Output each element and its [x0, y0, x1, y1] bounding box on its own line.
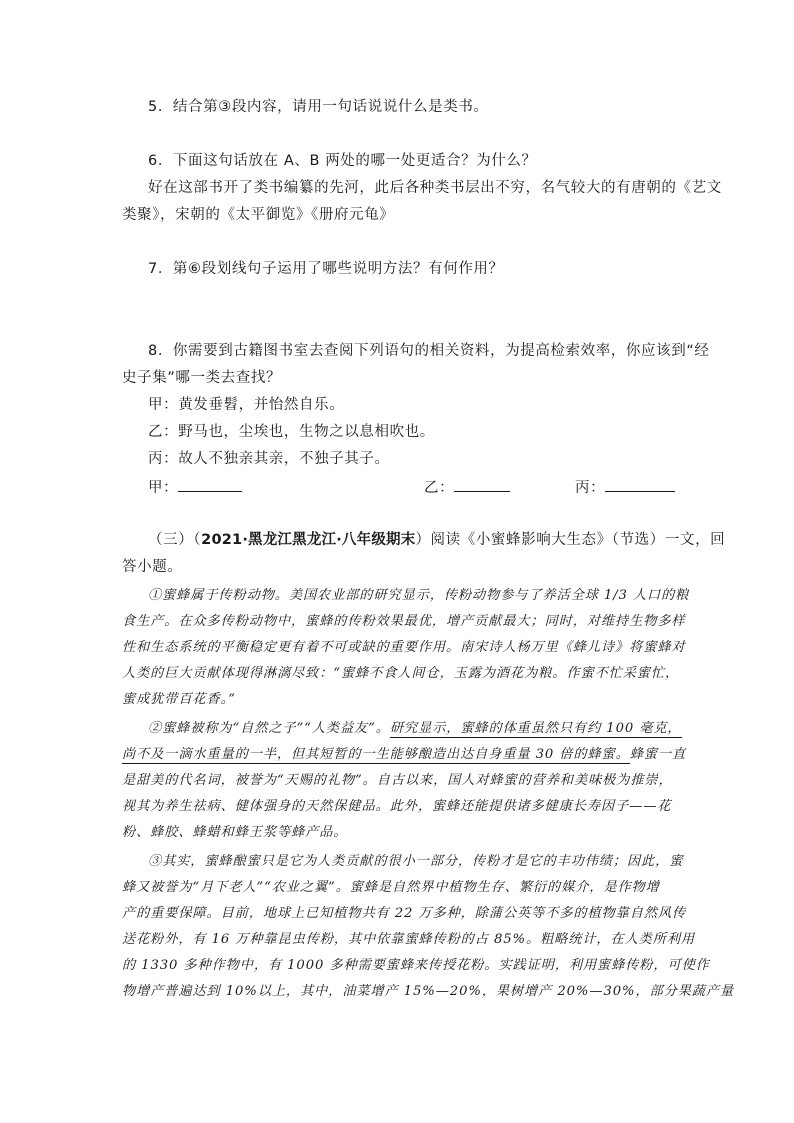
question-8-item-yi: 乙：野马也，尘埃也，生物之以息相吹也。	[148, 424, 435, 440]
passage-p2-plain: 蜂蜜一直	[629, 747, 687, 762]
passage-p2-plain: ②蜜蜂被称为“自然之子”“人类益友”。	[148, 721, 390, 736]
section3-intro-line1	[148, 530, 725, 550]
underlined-sentence: 尚不及一滴水重量的一半，但其短暂的一生能够酿造出达自身重量 30 倍的蜂蜜。	[122, 747, 630, 762]
answer-jia-row	[148, 477, 242, 498]
question-5: 5．结合第③段内容，请用一句话说说什么是类书。	[148, 99, 489, 115]
question-6-quote-line1: 好在这部书开了类书编纂的先河，此后各种类书层出不穷，名气较大的有唐朝的《艺文	[148, 180, 722, 196]
passage-p3-line: 物增产普遍达到 10%以上，其中，油菜增产 15%—20%，果树增产 20%—30%，部分果蔬产量	[122, 984, 735, 999]
passage-p2-line: 粉、蜂胶、蜂蜡和蜂王浆等蜂产品。	[122, 825, 348, 840]
passage-p3-line: 的 1330 多种作物中，有 1000 多种需要蜜蜂来传授花粉。实践证明，利用蜜蜂传粉，可使作	[122, 958, 710, 973]
passage-p3-line: 送花粉外，有 16 万种靠昆虫传粉，其中依靠蜜蜂传粉的占 85%。粗略统计，在人类所利用	[122, 932, 696, 947]
answer-bing-row	[575, 477, 675, 498]
answer-yi-blank[interactable]	[454, 477, 510, 492]
underlined-sentence: 研究显示，蜜蜂的体重虽然只有约 100 毫克，	[389, 721, 682, 736]
question-6-prompt: 6．下面这句话放在 A、B 两处的哪一处更适合？为什么？	[148, 153, 537, 169]
answer-jia-blank[interactable]	[178, 477, 242, 492]
question-8-item-jia: 甲：黄发垂髫，并怡然自乐。	[148, 397, 345, 413]
question-8-prompt-line2: 史子集”哪一类去查找？	[122, 370, 282, 386]
passage-p1-line: 蜜成犹带百花香。”	[122, 692, 236, 707]
answer-yi-label: 乙：	[424, 480, 455, 496]
passage-p2-line1	[148, 719, 682, 739]
answer-yi-row	[424, 477, 510, 498]
passage-p1-line: 食生产。在众多传粉动物中，蜜蜂的传粉效果最优，增产贡献最大；同时，对维持生物多样	[122, 614, 686, 629]
passage-p1-line: 性和生态系统的平衡稳定更有着不可或缺的重要作用。南宋诗人杨万里《蜂儿诗》将蜜蜂对	[122, 640, 686, 655]
passage-p2-line: 是甜美的代名词，被誉为“天赐的礼物”。自古以来，国人对蜂蜜的营养和美味极为推崇，	[122, 773, 673, 788]
answer-bing-label: 丙：	[575, 480, 606, 496]
passage-p1-line: 人类的巨大贡献体现得淋漓尽致：“蜜蜂不食人间仓，玉露为酒花为粮。作蜜不忙采蜜忙，	[122, 666, 680, 681]
passage-p3-line: 产的重要保障。目前，地球上已知植物共有 22 万多种，除蒲公英等不多的植物靠自然风传	[122, 906, 687, 921]
passage-p1-line: ①蜜蜂属于传粉动物。美国农业部的研究显示，传粉动物参与了养活全球 1/3 人口的粮	[148, 588, 690, 603]
section3-source: 2021·黑龙江黑龙江·八年级期末	[201, 532, 416, 548]
question-8-item-bing: 丙：故人不独亲其亲，不独子其子。	[148, 451, 390, 467]
passage-p2-line: 视其为养生祛病、健体强身的天然保健品。此外，蜜蜂还能提供诸多健康长寿因子——花	[122, 799, 672, 814]
section3-intro-rest: ）阅读《小蜜蜂影响大生态》（节选）一文，回	[415, 532, 726, 548]
passage-p3-line: 蜂又被誉为“月下老人”“农业之翼”。蜜蜂是自然界中植物生存、繁衍的媒介，是作物增	[122, 880, 660, 895]
section3-intro-prefix: （三）（	[148, 532, 202, 548]
answer-jia-label: 甲：	[148, 480, 179, 496]
question-6-quote-line2: 类聚》，宋朝的《太平御览》《册府元龟》	[122, 207, 395, 223]
question-7: 7．第⑥段划线句子运用了哪些说明方法？有何作用？	[148, 261, 504, 277]
answer-bing-blank[interactable]	[605, 477, 675, 492]
passage-p2-line2	[122, 745, 686, 765]
passage-p3-line: ③其实，蜜蜂酿蜜只是它为人类贡献的很小一部分，传粉才是它的丰功伟绩；因此，蜜	[148, 854, 684, 869]
section3-intro-line2: 答小题。	[122, 559, 183, 575]
question-8-prompt-line1: 8．你需要到古籍图书室去查阅下列语句的相关资料，为提高检索效率，你应该到“经	[148, 343, 710, 359]
